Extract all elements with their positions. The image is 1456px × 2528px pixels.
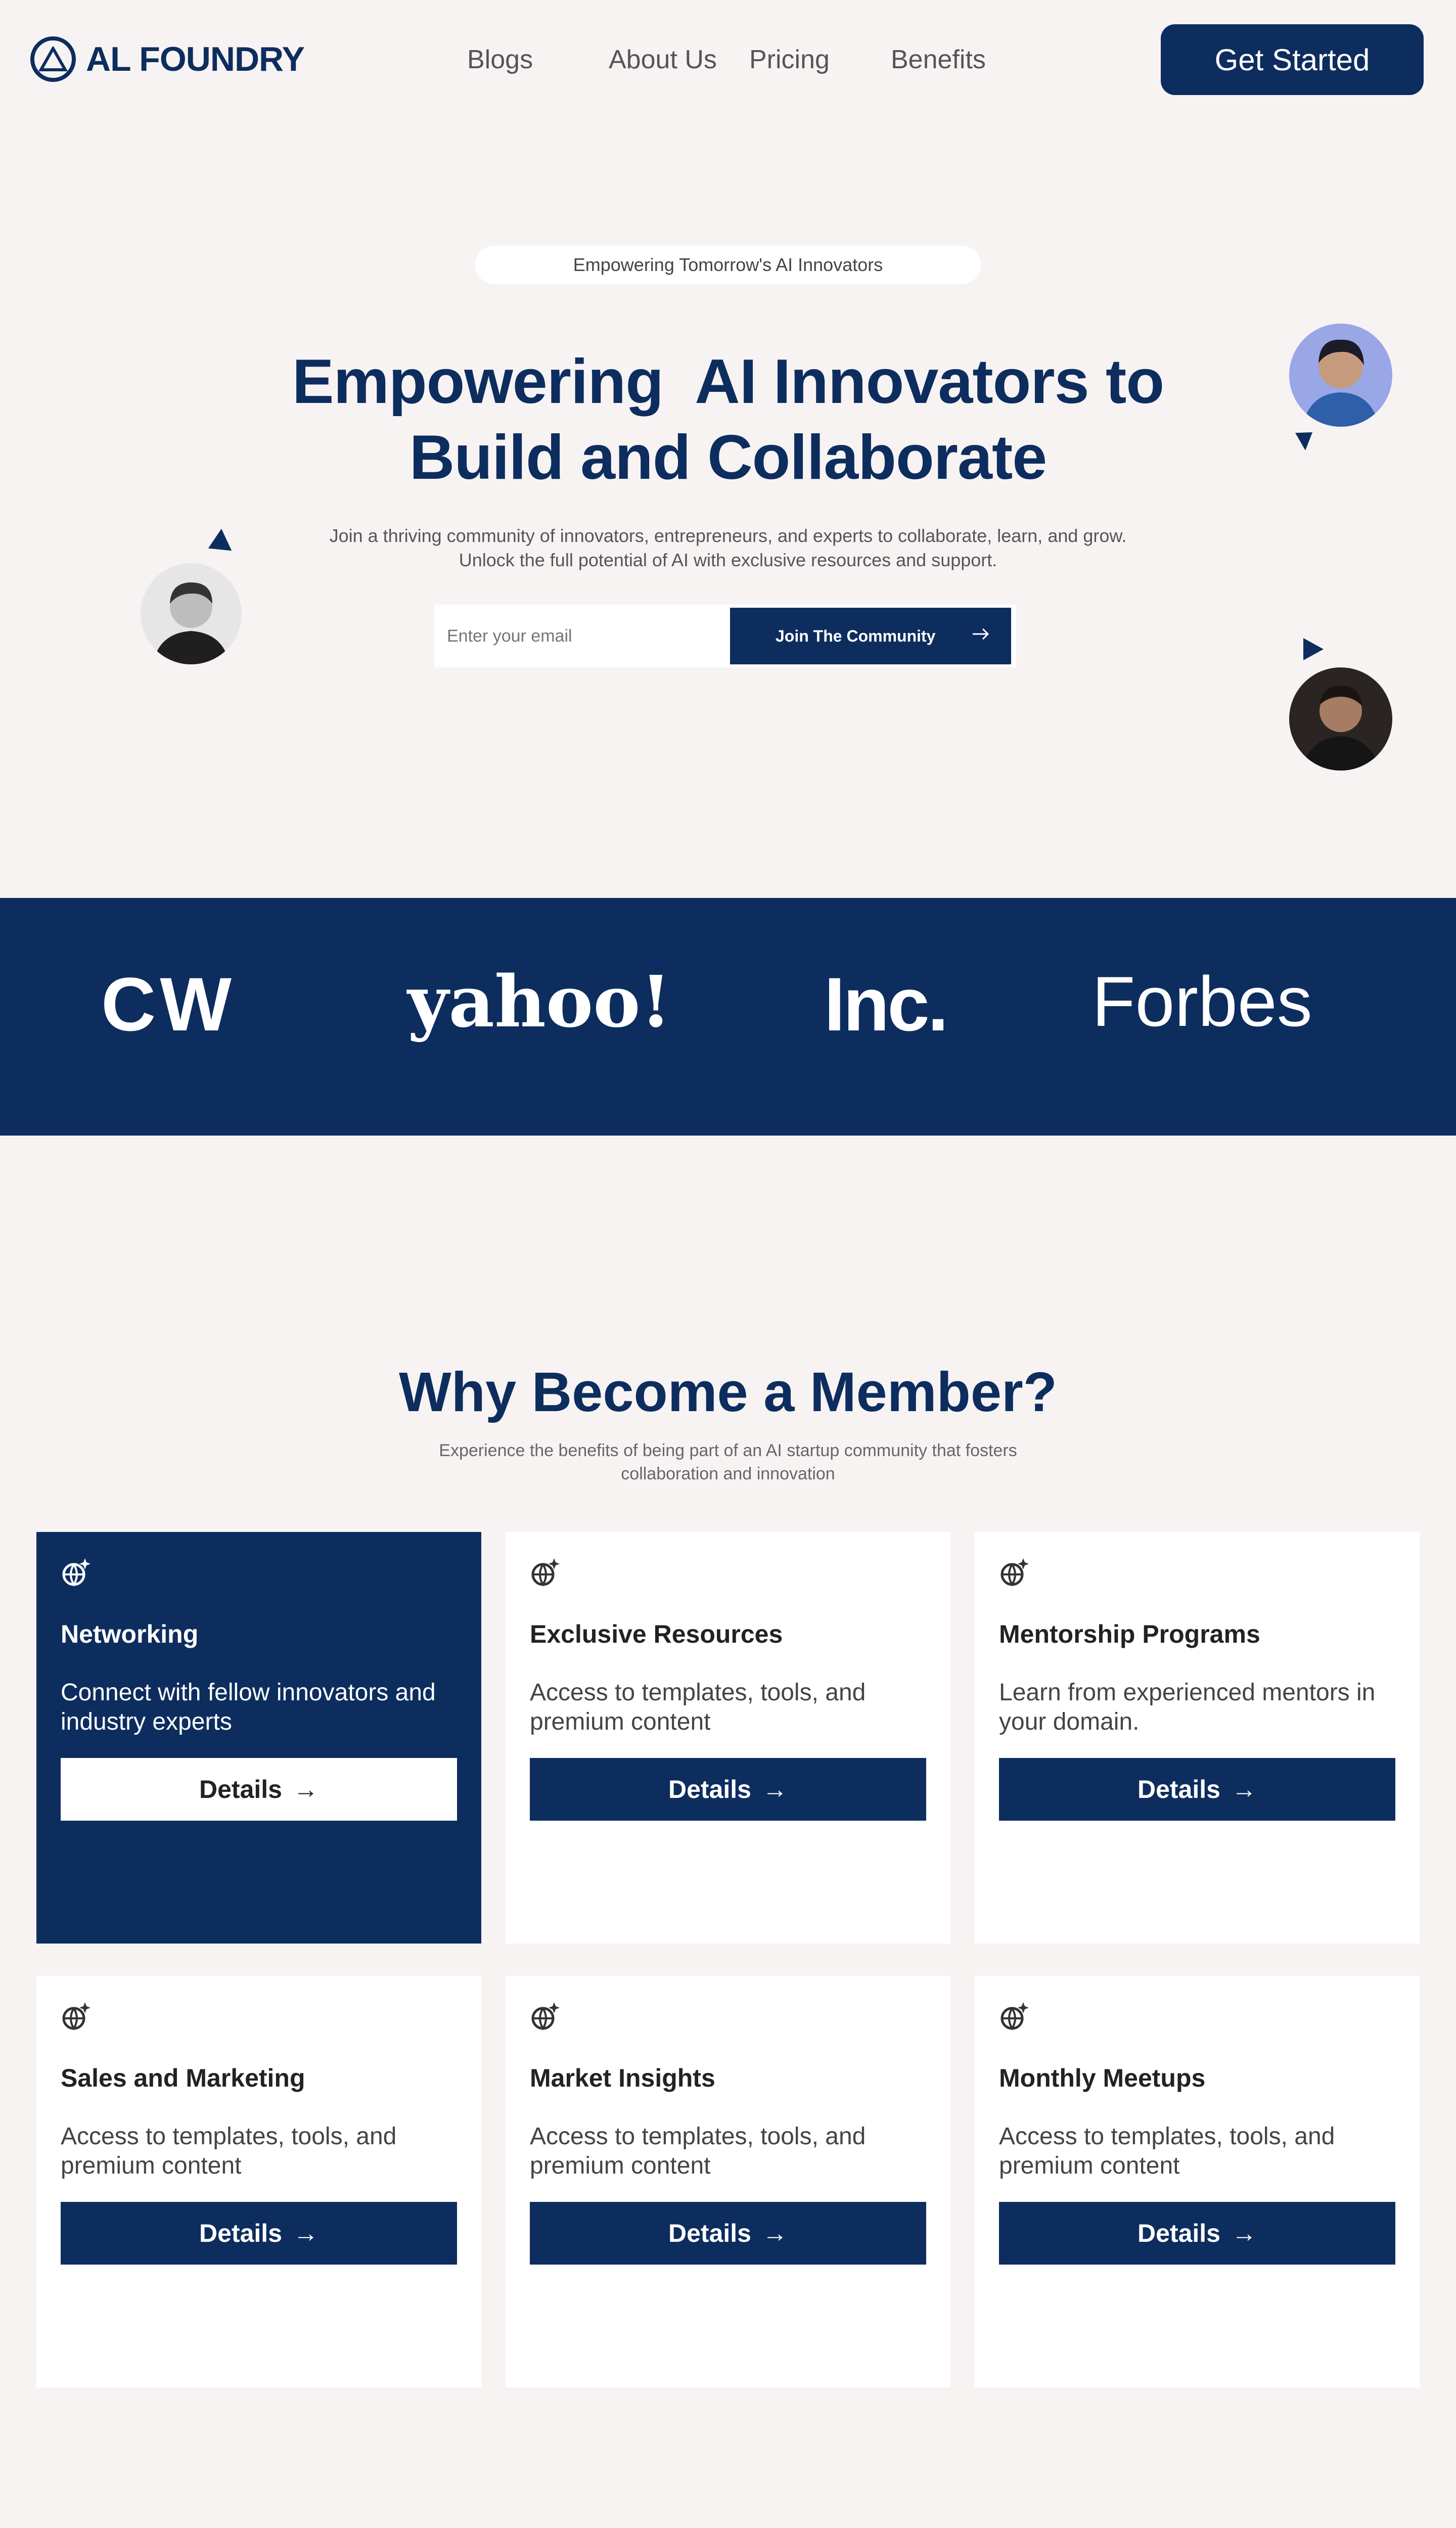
details-button[interactable]	[999, 1758, 1395, 1821]
pointer-icon	[1295, 425, 1318, 450]
details-button[interactable]	[61, 1758, 457, 1821]
card-title: Sales and Marketing	[61, 2064, 305, 2092]
hero-title-line1: Empowering AI Innovators to	[292, 347, 1164, 417]
join-community-label: Join The Community	[776, 626, 936, 645]
globe-sparkle-icon	[999, 1557, 1029, 1588]
hero-title	[202, 344, 1254, 495]
pointer-icon	[1303, 638, 1324, 660]
arrow-right-icon: →	[762, 1775, 788, 1803]
details-button[interactable]	[999, 2202, 1395, 2265]
logo[interactable]	[30, 36, 304, 82]
email-input[interactable]	[440, 610, 730, 662]
details-button[interactable]	[530, 1758, 926, 1821]
globe-sparkle-icon	[530, 2001, 560, 2032]
card-text: Access to templates, tools, and premium content	[530, 1679, 866, 1735]
hero-subtitle: Join a thriving community of innovators, entrepreneurs, and experts to collaborate, learn, and grow. Unlock the full potential of AI with exclusive resources and support.	[329, 525, 1127, 570]
benefit-card-monthly-meetups[interactable]	[975, 1976, 1420, 2387]
benefit-card-market-insights[interactable]	[506, 1976, 950, 2387]
card-title: Monthly Meetups	[999, 2064, 1206, 2092]
card-title: Networking	[61, 1620, 199, 1648]
benefit-card-networking[interactable]	[36, 1532, 481, 1944]
join-community-button[interactable]	[730, 608, 1011, 664]
nav-pricing[interactable]: Pricing	[749, 45, 830, 74]
arrow-right-icon: →	[293, 2219, 318, 2247]
brand-yahoo: yahoo!	[407, 961, 672, 1044]
card-text: Access to templates, tools, and premium content	[61, 2123, 397, 2179]
arrow-right-icon: →	[293, 1775, 318, 1803]
brand-inc: Inc.	[824, 962, 947, 1047]
email-form	[435, 605, 1016, 667]
brand-cw: CW	[101, 962, 236, 1047]
globe-sparkle-icon	[530, 1557, 560, 1588]
avatar-man-left	[141, 563, 242, 664]
logo-text: AL FOUNDRY	[86, 40, 304, 78]
card-title: Mentorship Programs	[999, 1620, 1260, 1648]
details-label: Details	[199, 2219, 282, 2247]
benefit-card-mentorship[interactable]	[975, 1532, 1420, 1944]
why-subtitle: Experience the benefits of being part of an AI startup community that fosters collaboration and innovation	[439, 1441, 1017, 1483]
card-text: Connect with fellow innovators and industry experts	[61, 1679, 436, 1735]
get-started-button[interactable]: Get Started	[1161, 24, 1424, 95]
details-label: Details	[1138, 2219, 1220, 2247]
arrow-right-icon: →	[1231, 1775, 1257, 1803]
card-text: Learn from experienced mentors in your domain.	[999, 1679, 1376, 1735]
globe-sparkle-icon	[999, 2001, 1029, 2032]
globe-sparkle-icon	[61, 1557, 91, 1588]
hero-pill: Empowering Tomorrow's AI Innovators	[475, 246, 981, 284]
details-label: Details	[199, 1775, 282, 1803]
card-title: Market Insights	[530, 2064, 715, 2092]
avatar-woman	[1289, 324, 1392, 427]
card-text: Access to templates, tools, and premium content	[530, 2123, 866, 2179]
brand-forbes: Forbes	[1092, 962, 1312, 1041]
arrow-right-icon: →	[762, 2219, 788, 2247]
details-button[interactable]	[530, 2202, 926, 2265]
card-text: Access to templates, tools, and premium content	[999, 2123, 1335, 2179]
card-title: Exclusive Resources	[530, 1620, 783, 1648]
details-button[interactable]	[61, 2202, 457, 2265]
arrow-right-icon	[971, 626, 991, 646]
pointer-icon	[203, 529, 232, 559]
benefit-card-sales-marketing[interactable]	[36, 1976, 481, 2387]
nav-benefits[interactable]: Benefits	[891, 45, 986, 74]
why-title: Why Become a Member?	[398, 1361, 1057, 1423]
nav-about-us[interactable]: About Us	[609, 45, 717, 74]
details-label: Details	[668, 1775, 751, 1803]
nav-blogs[interactable]: Blogs	[467, 45, 533, 74]
logo-icon	[30, 36, 76, 82]
globe-sparkle-icon	[61, 2001, 91, 2032]
arrow-right-icon: →	[1231, 2219, 1257, 2247]
avatar-man-right	[1289, 667, 1392, 771]
details-label: Details	[1138, 1775, 1220, 1803]
benefit-card-exclusive-resources[interactable]	[506, 1532, 950, 1944]
details-label: Details	[668, 2219, 751, 2247]
hero-title-line2: Build and Collaborate	[409, 423, 1047, 492]
